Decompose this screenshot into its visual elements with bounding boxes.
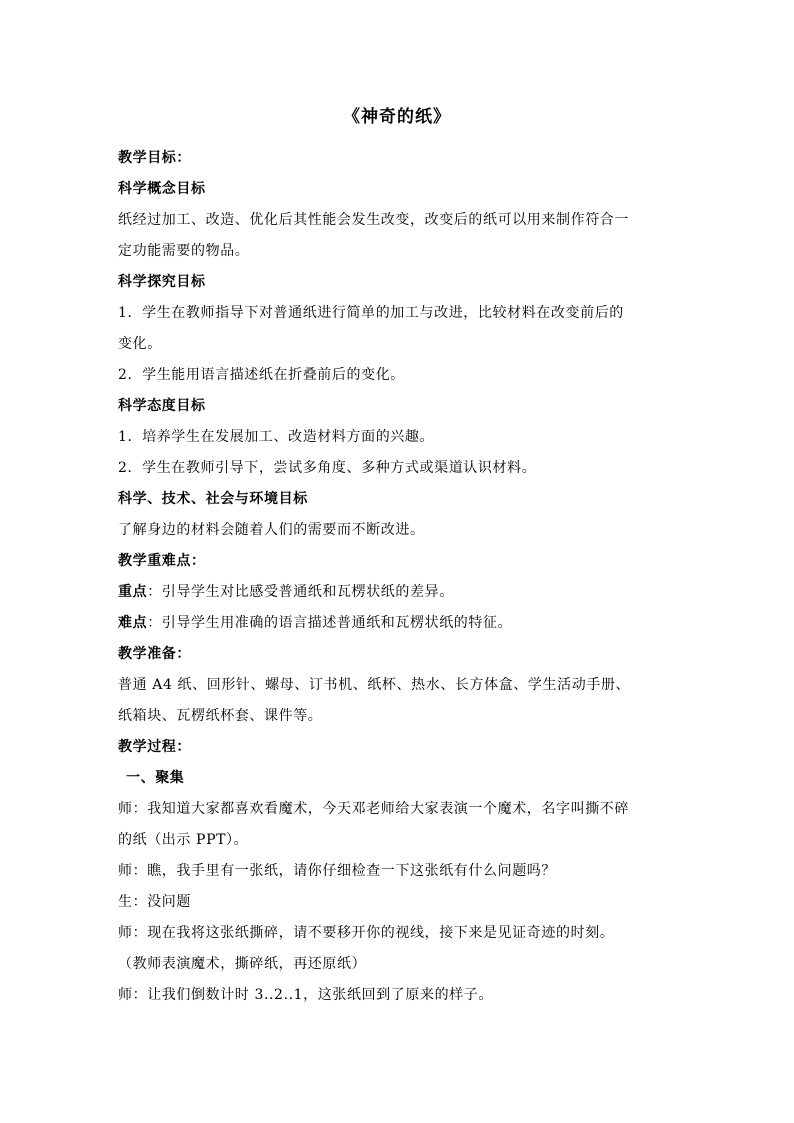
key-points-heading: 教学重难点： [118,553,206,569]
concept-heading: 科学概念目标 [118,181,206,197]
stse-heading: 科学、技术、社会与环境目标 [118,491,308,507]
document-body [118,143,678,1011]
prep-heading: 教学准备： [118,646,191,662]
dialogue-1b: 的纸（出示 PPT）。 [118,832,249,848]
dialogue-6: 师：让我们倒数计时 3..2..1，这张纸回到了原来的样子。 [118,987,493,1003]
stse-text: 了解身边的材料会随着人们的需要而不断改进。 [118,522,425,538]
attitude-heading: 科学态度目标 [118,398,206,414]
explore-item-1b: 变化。 [118,336,162,352]
difficult-point [118,608,678,639]
attitude-item-1: 1．培养学生在发展加工、改造材料方面的兴趣。 [118,429,435,445]
prep-text-1: 普通 A4 纸、回形针、螺母、订书机、纸杯、热水、长方体盒、学生活动手册、 [118,677,631,693]
explore-heading: 科学探究目标 [118,274,206,290]
dialogue-4: 师：现在我将这张纸撕碎，请不要移开你的视线，接下来是见证奇迹的时刻。 [118,925,615,941]
focus-heading: 一、聚集 [126,770,185,786]
dialogue-5: （教师表演魔术，撕碎纸，再还原纸） [118,956,367,972]
concept-text-1: 纸经过加工、改造、优化后其性能会发生改变，改变后的纸可以用来制作符合一 [118,212,629,228]
dialogue-2: 师：瞧，我手里有一张纸，请你仔细检查一下这张纸有什么问题吗？ [118,863,556,879]
process-heading: 教学过程： [118,739,191,755]
difficult-point-text: ：引导学生用准确的语言描述普通纸和瓦楞状纸的特征。 [147,615,513,631]
attitude-item-2: 2．学生在教师引导下，尝试多角度、多种方式或渠道认识材料。 [118,460,537,476]
key-point-label: 重点 [118,584,148,600]
dialogue-3: 生：没问题 [118,894,191,910]
key-point-text: ：引导学生对比感受普通纸和瓦楞状纸的差异。 [147,584,454,600]
document-title: 《神奇的纸》 [343,107,451,127]
dialogue-1a: 师：我知道大家都喜欢看魔术，今天邓老师给大家表演一个魔术，名字叫撕不碎 [118,801,629,817]
prep-text-2: 纸箱块、瓦楞纸杯套、课件等。 [118,708,323,724]
explore-item-2: 2．学生能用语言描述纸在折叠前后的变化。 [118,367,405,383]
goals-heading: 教学目标： [118,150,191,166]
key-point [118,577,678,608]
difficult-point-label: 难点 [118,615,148,631]
concept-text-2: 定功能需要的物品。 [118,243,250,259]
explore-item-1a: 1．学生在教师指导下对普通纸进行简单的加工与改进，比较材料在改变前后的 [118,305,624,321]
